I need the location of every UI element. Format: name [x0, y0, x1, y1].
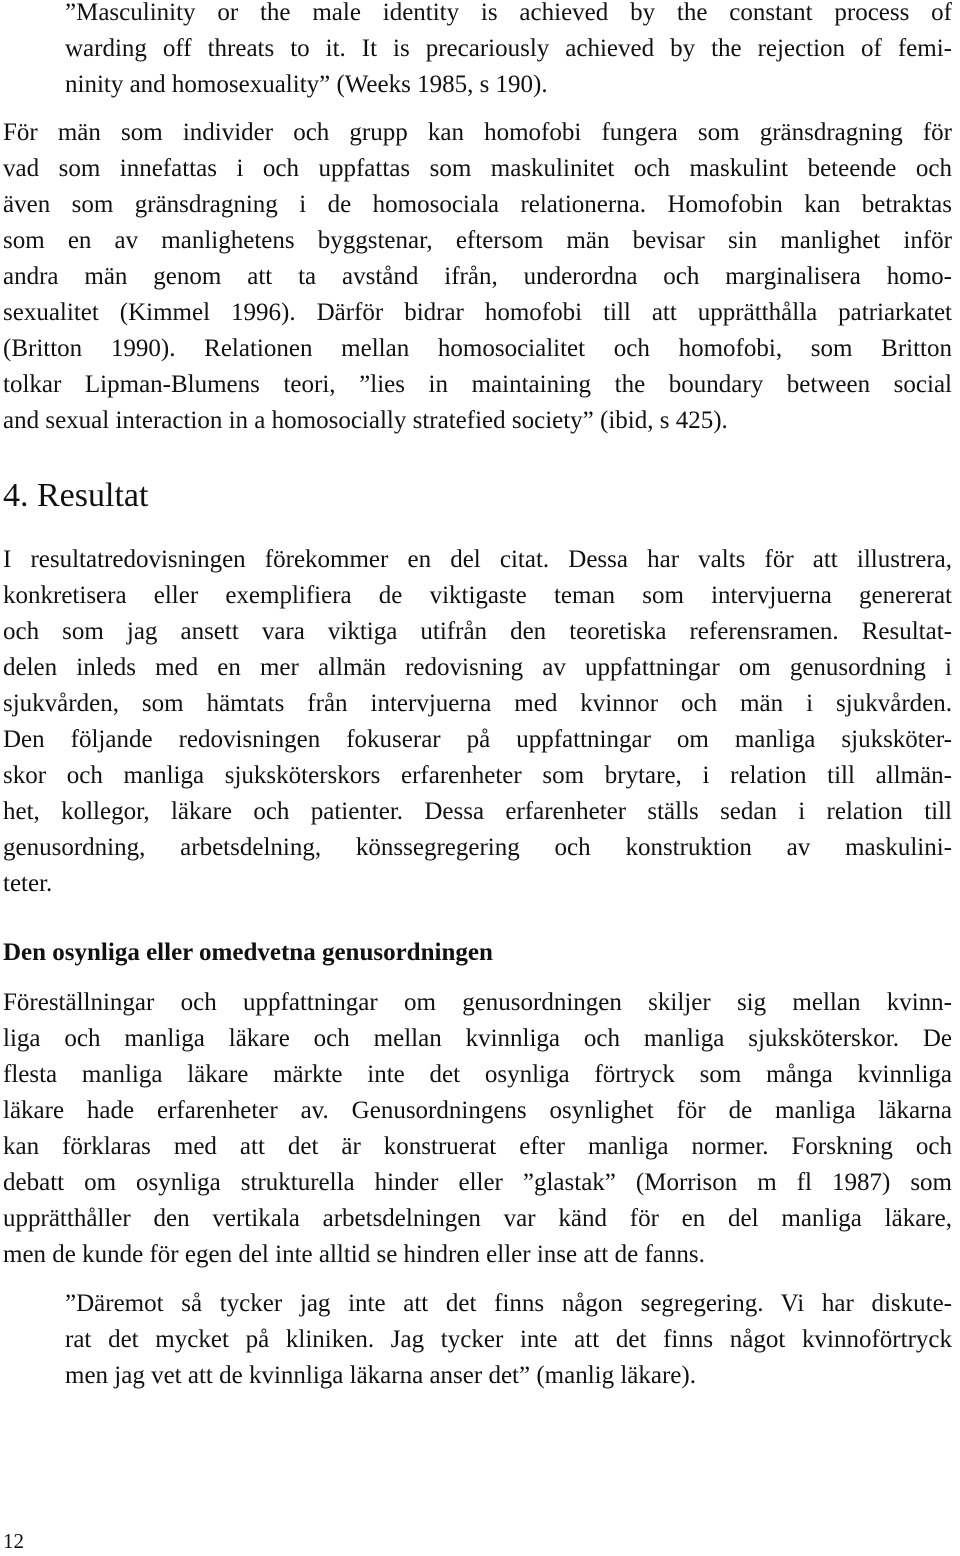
paragraph-genusordning — [3, 985, 952, 1273]
text-line: and sexual interaction in a homosocially stratefied society” (ibid, s 425). — [3, 407, 728, 434]
text-line: kan förklaras med att det är konstruerat efter manliga normer. Forskning och — [3, 1133, 952, 1160]
text-line: men jag vet att de kvinnliga läkarna anser det” (manlig läkare). — [65, 1362, 696, 1389]
text-line: upprätthåller den vertikala arbetsdelningen var känd för en del manliga läkare, — [3, 1205, 952, 1232]
text-line: sjukvården, som hämtats från intervjuerna med kvinnor och män i sjukvården. — [3, 690, 952, 717]
text-line: (Britton 1990). Relationen mellan homosocialitet och homofobi, som Britton — [3, 335, 952, 362]
text-line: läkare hade erfarenheter av. Genusordningens osynlighet för de manliga läkarna — [3, 1097, 952, 1124]
text-line: flesta manliga läkare märkte inte det osynliga förtryck som många kvinnliga — [3, 1061, 952, 1088]
text-line: warding off threats to it. It is precariously achieved by the rejection of femi- — [65, 35, 952, 62]
text-line: tolkar Lipman-Blumens teori, ”lies in maintaining the boundary between social — [3, 371, 952, 398]
text-line: teter. — [3, 870, 53, 897]
text-line: Den följande redovisningen fokuserar på uppfattningar om manliga sjuksköter- — [3, 726, 952, 753]
paragraph-homofobi — [3, 115, 952, 439]
text-line: Föreställningar och uppfattningar om genusordningen skiljer sig mellan kvinn- — [3, 989, 952, 1016]
paragraph-resultat-intro — [3, 542, 952, 902]
text-line: För män som individer och grupp kan homofobi fungera som gränsdragning för — [3, 119, 952, 146]
block-quote-weeks — [65, 0, 952, 103]
text-line: ”Masculinity or the male identity is achieved by the constant process of — [65, 0, 952, 26]
text-line: debatt om osynliga strukturella hinder eller ”glastak” (Morrison m fl 1987) som — [3, 1169, 952, 1196]
text-line: men de kunde för egen del inte alltid se hindren eller inse att de fanns. — [3, 1241, 705, 1268]
text-line: andra män genom att ta avstånd ifrån, underordna och marginalisera homo- — [3, 263, 952, 290]
text-line: vad som innefattas i och uppfattas som maskulinitet och maskulint beteende och — [3, 155, 952, 182]
subsection-heading: Den osynliga eller omedvetna genusordningen — [3, 939, 493, 966]
block-quote-manlig-lakare — [65, 1286, 952, 1394]
text-line: delen inleds med en mer allmän redovisning av uppfattningar om genusordning i — [3, 654, 952, 681]
text-line: ”Däremot så tycker jag inte att det finns någon segregering. Vi har diskute- — [65, 1290, 952, 1317]
text-line: rat det mycket på kliniken. Jag tycker inte att det finns något kvinnoförtryck — [65, 1326, 952, 1353]
text-line: och som jag ansett vara viktiga utifrån den teoretiska referensramen. Resultat- — [3, 618, 952, 645]
text-line: genusordning, arbetsdelning, könssegregering och konstruktion av maskulini- — [3, 834, 952, 861]
text-line: I resultatredovisningen förekommer en del citat. Dessa har valts för att illustrera, — [3, 546, 952, 573]
text-line: sexualitet (Kimmel 1996). Därför bidrar homofobi till att upprätthålla patriarkatet — [3, 299, 952, 326]
text-line: som en av manlighetens byggstenar, eftersom män bevisar sin manlighet inför — [3, 227, 952, 254]
text-line: liga och manliga läkare och mellan kvinnliga och manliga sjuksköterskor. De — [3, 1025, 952, 1052]
text-line: het, kollegor, läkare och patienter. Dessa erfarenheter ställs sedan i relation till — [3, 798, 952, 825]
page-number: 12 — [3, 1529, 24, 1553]
text-line: konkretisera eller exemplifiera de viktigaste teman som intervjuerna genererat — [3, 582, 952, 609]
text-line: även som gränsdragning i de homosociala relationerna. Homofobin kan betraktas — [3, 191, 952, 218]
section-heading: 4. Resultat — [3, 477, 149, 514]
text-line: ninity and homosexuality” (Weeks 1985, s 190). — [65, 71, 548, 98]
text-line: skor och manliga sjuksköterskors erfarenheter som brytare, i relation till allmän- — [3, 762, 952, 789]
